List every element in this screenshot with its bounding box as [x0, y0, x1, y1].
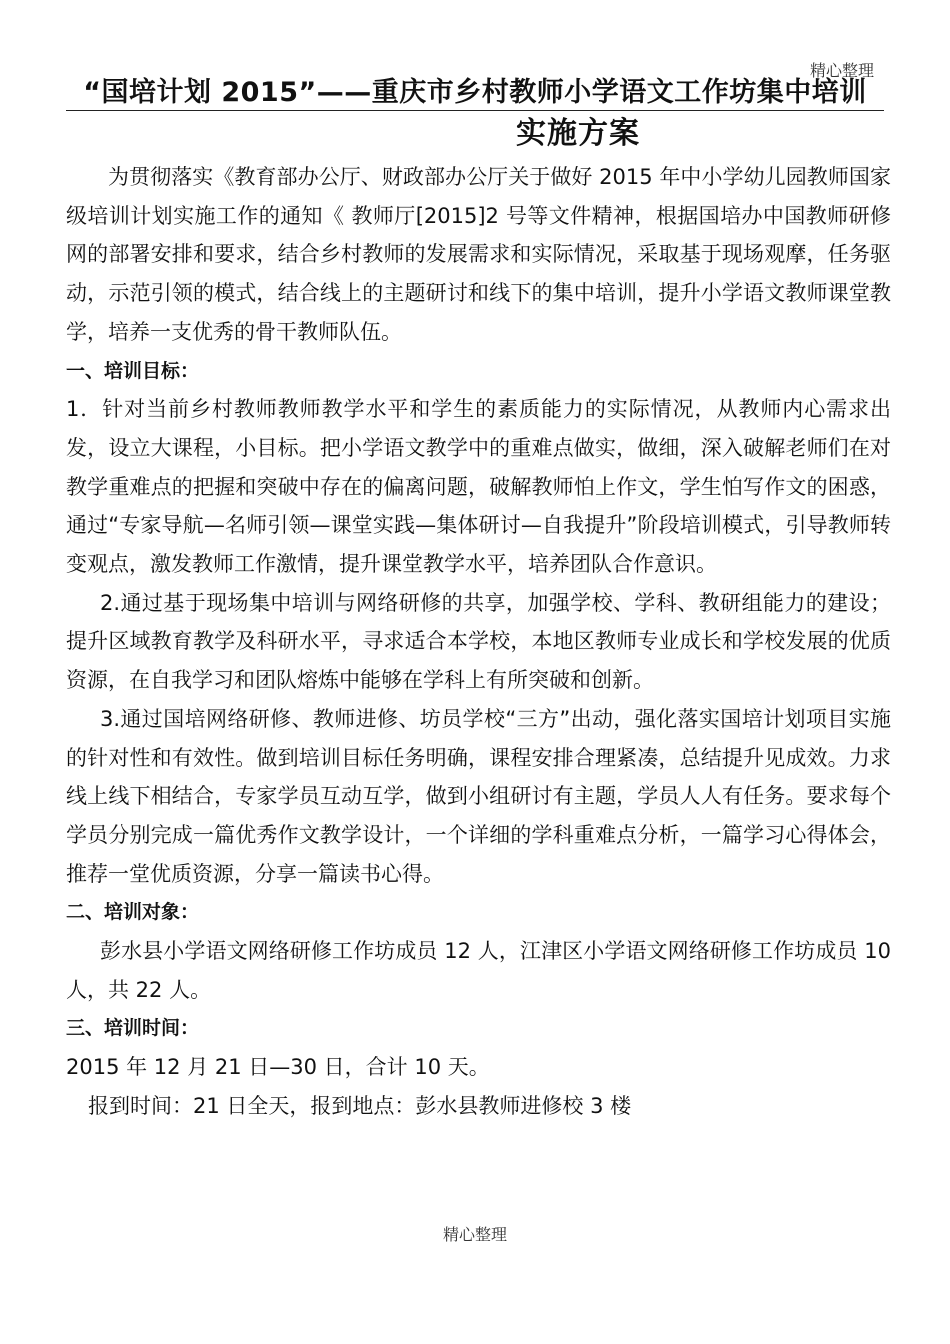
document-title-line1: “国培计划 2015”——重庆市乡村教师小学语文工作坊集中培训 [83, 77, 867, 108]
section-heading-time: 三、培训时间： [66, 1017, 200, 1040]
header-watermark-note: 精心整理 [810, 61, 875, 80]
goal-paragraph-2: 2.通过基于现场集中培训与网络研修的共享，加强学校、学科、教研组能力的建设；提升区域教育教学及科研水平，寻求适合本学校，本地区教师专业成长和学校发展的优质资源，在自我学习和团队熔炼中能够在学科上有所突破和创新。 [66, 590, 891, 693]
intro-paragraph: 为贯彻落实《教育部办公厅、财政部办公厅关于做好 2015 年中小学幼儿园教师国家级培训计划实施工作的通知《 教师厅[2015]2 号等文件精神，根据国培办中国教师研修网的部署安排和要求，结合乡村教师的发展需求和实际情况，采取基于现场观摩，任务驱动，示范引领的模式，结合线上的主题研讨和线下的集中培训，提升小学语文教师课堂教学，培养一支优秀的骨干教师队伍。 [66, 165, 891, 344]
document-title-line2: 实施方案 [516, 116, 640, 151]
document-body [66, 158, 891, 1126]
dates-paragraph: 2015 年 12 月 21 日—30 日，合计 10 天。 [66, 1055, 490, 1080]
section-heading-goals: 一、培训目标： [66, 359, 200, 382]
goal-paragraph-1: 1．针对当前乡村教师教师教学水平和学生的素质能力的实际情况，从教师内心需求出发，设立大课程，小目标。把小学语文教学中的重难点做实，做细，深入破解老师们在对教学重难点的把握和突破中存在的偏离问题，破解教师怕上作文，学生怕写作文的困惑，通过“专家导航—名师引领—课堂实践—集体研讨—自我提升”阶段培训模式，引导教师转变观点，激发教师工作激情，提升课堂教学水平，培养团队合作意识。 [66, 397, 891, 577]
participants-paragraph: 彭水县小学语文网络研修工作坊成员 12 人，江津区小学语文网络研修工作坊成员 10 人，共 22 人。 [66, 939, 891, 1002]
registration-paragraph: 报到时间：21 日全天，报到地点：彭水县教师进修校 3 楼 [88, 1093, 632, 1118]
section-heading-participants: 二、培训对象： [66, 901, 200, 924]
footer-watermark-note: 精心整理 [442, 1225, 507, 1244]
goal-paragraph-3: 3.通过国培网络研修、教师进修、坊员学校“三方”出动，强化落实国培计划项目实施的针对性和有效性。做到培训目标任务明确，课程安排合理紧凑，总结提升见成效。力求线上线下相结合，专家学员互动互学，做到小组研讨有主题，学员人人有任务。要求每个学员分别完成一篇优秀作文教学设计，一个详细的学科重难点分析，一篇学习心得体会，推荐一堂优质资源，分享一篇读书心得。 [66, 706, 891, 886]
